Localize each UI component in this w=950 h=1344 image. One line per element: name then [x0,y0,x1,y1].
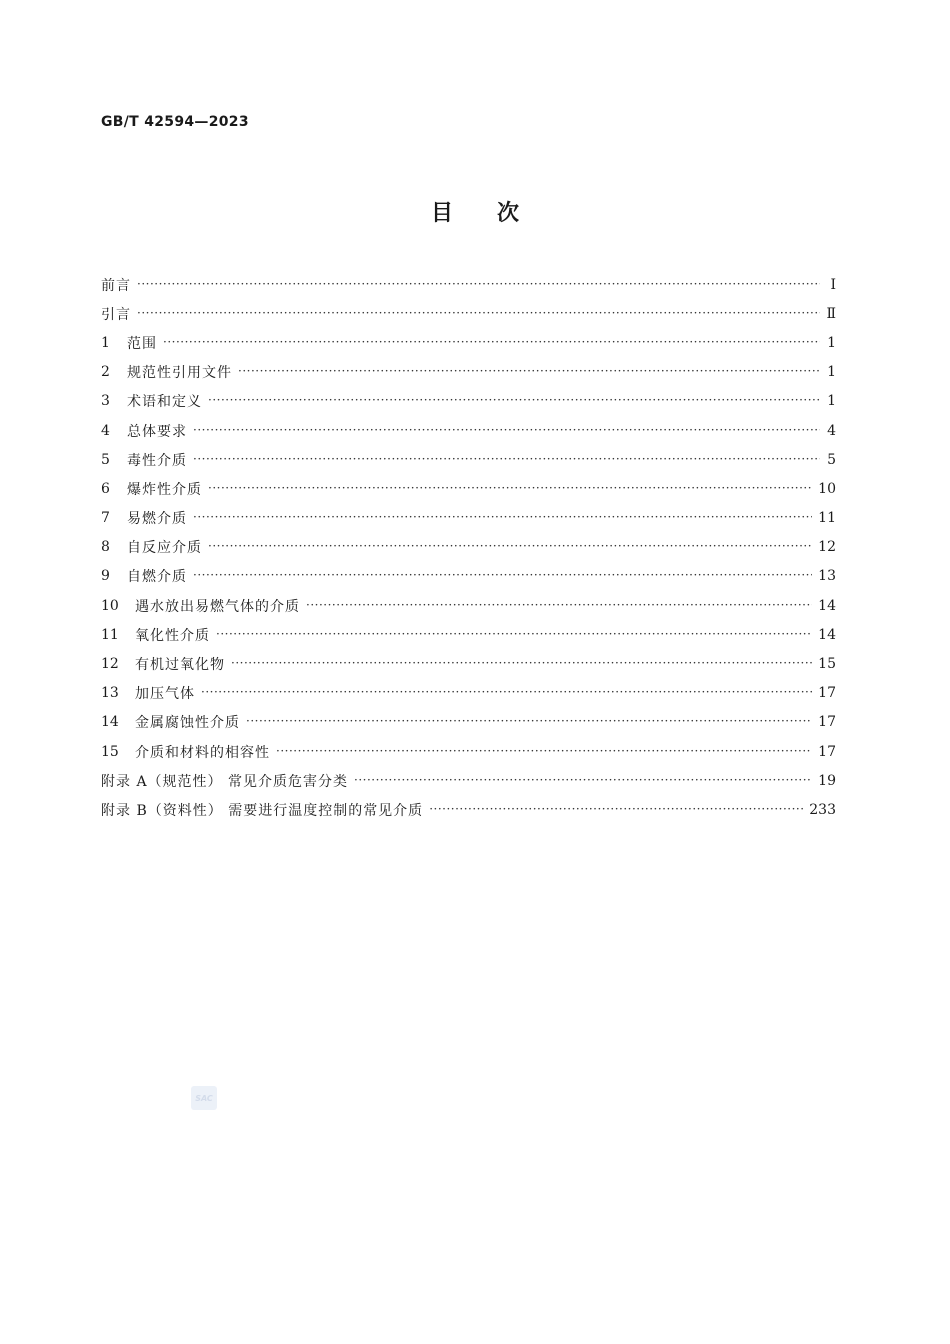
toc-entry-label: 易燃介质 [127,511,187,528]
toc-entry-label: 范围 [127,335,157,352]
toc-entry[interactable] [101,737,836,766]
toc-entry-page: 233 [809,801,836,818]
toc-entry-label: 引言 [101,306,131,323]
toc-entry-page: 15 [818,656,836,673]
toc-entry[interactable] [101,387,836,416]
toc-entry-page: 1 [827,393,836,410]
toc-dot-leader [193,512,812,526]
toc-entry-number: 3 [101,393,110,410]
toc-dot-leader [193,570,812,584]
toc-entry-label: 爆炸性介质 [127,481,202,498]
toc-dot-leader [137,308,820,322]
toc-entry-number: 15 [101,743,119,760]
toc-entry-page: 13 [818,568,836,585]
toc-entry-label: 加压气体 [135,686,195,703]
toc-entry-number: 14 [101,714,119,731]
toc-entry-page: 11 [818,510,836,527]
toc-dot-leader [193,454,820,468]
toc-entry[interactable] [101,795,836,824]
toc-entry-number: 4 [101,422,110,439]
toc-entry-label: 前言 [101,277,131,294]
toc-entry-page: 17 [818,743,836,760]
toc-entry-label: 有机过氧化物 [135,657,225,674]
toc-dot-leader [238,366,820,380]
toc-entry-label: 毒性介质 [127,452,187,469]
toc-entry[interactable] [101,679,836,708]
toc-entry[interactable] [101,708,836,737]
toc-entry-number: 7 [101,510,110,527]
toc-entry-page: 17 [818,685,836,702]
toc-dot-leader [193,425,820,439]
toc-entry[interactable] [101,649,836,678]
toc-dot-leader [216,629,812,643]
toc-entry[interactable] [101,358,836,387]
toc-dot-leader [429,804,803,818]
toc-entry[interactable] [101,270,836,299]
toc-entry-number: 2 [101,364,110,381]
toc-entry-label: 规范性引用文件 [127,365,232,382]
toc-dot-leader [246,716,812,730]
toc-entry[interactable] [101,591,836,620]
toc-entry-number: 5 [101,451,110,468]
toc-entry-page: Ⅱ [826,305,836,322]
toc-entry-number: 1 [101,334,110,351]
toc-entry-number: 12 [101,656,119,673]
toc-entry-page: 5 [827,451,836,468]
toc-entry-page: 17 [818,714,836,731]
toc-entry-page: 14 [818,626,836,643]
toc-entry[interactable] [101,620,836,649]
toc-entry-label: 遇水放出易燃气体的介质 [135,598,300,615]
watermark-logo-text: SAC [195,1093,213,1103]
toc-dot-leader [137,279,820,293]
page-title: 目次 [430,201,563,226]
toc-entry[interactable] [101,504,836,533]
toc-entry[interactable] [101,533,836,562]
toc-entry-page: 12 [818,539,836,556]
toc-entry-number: 10 [101,597,119,614]
toc-dot-leader [208,483,812,497]
toc-entry[interactable] [101,474,836,503]
toc-entry-page: 1 [827,334,836,351]
toc-entry-label: 金属腐蚀性介质 [135,715,240,732]
toc-entry-page: 14 [818,597,836,614]
toc-entry-label: 附录 A（规范性） 常见介质危害分类 [101,773,349,790]
toc-entry[interactable] [101,328,836,357]
toc-entry-label: 介质和材料的相容性 [135,744,270,761]
toc-dot-leader [208,541,812,555]
toc-entry-page: Ⅰ [830,276,836,293]
toc-dot-leader [306,600,812,614]
toc-entry[interactable] [101,766,836,795]
toc-dot-leader [208,395,820,409]
toc-entry-number: 11 [101,626,119,643]
toc-entry[interactable] [101,416,836,445]
toc-entry-number: 8 [101,539,110,556]
toc-entry-page: 10 [818,480,836,497]
toc-entry-number: 6 [101,480,110,497]
toc-entry-label: 总体要求 [127,423,187,440]
toc-entry-page: 4 [827,422,836,439]
table-of-contents [101,270,836,825]
toc-entry-label: 附录 B（资料性） 需要进行温度控制的常见介质 [101,802,424,819]
toc-entry-label: 自燃介质 [127,569,187,586]
toc-entry-label: 术语和定义 [127,394,202,411]
toc-dot-leader [354,775,812,789]
toc-entry-page: 1 [827,364,836,381]
standard-code: GB/T 42594—2023 [101,114,249,130]
toc-entry-page: 19 [818,772,836,789]
toc-dot-leader [276,746,812,760]
sac-watermark-logo [191,1086,217,1110]
toc-entry-label: 自反应介质 [127,540,202,557]
toc-dot-leader [163,337,820,351]
toc-entry[interactable] [101,299,836,328]
toc-entry-number: 9 [101,568,110,585]
toc-entry-label: 氧化性介质 [135,627,210,644]
toc-entry[interactable] [101,445,836,474]
toc-entry-number: 13 [101,685,119,702]
toc-dot-leader [201,687,812,701]
toc-entry[interactable] [101,562,836,591]
toc-dot-leader [231,658,812,672]
